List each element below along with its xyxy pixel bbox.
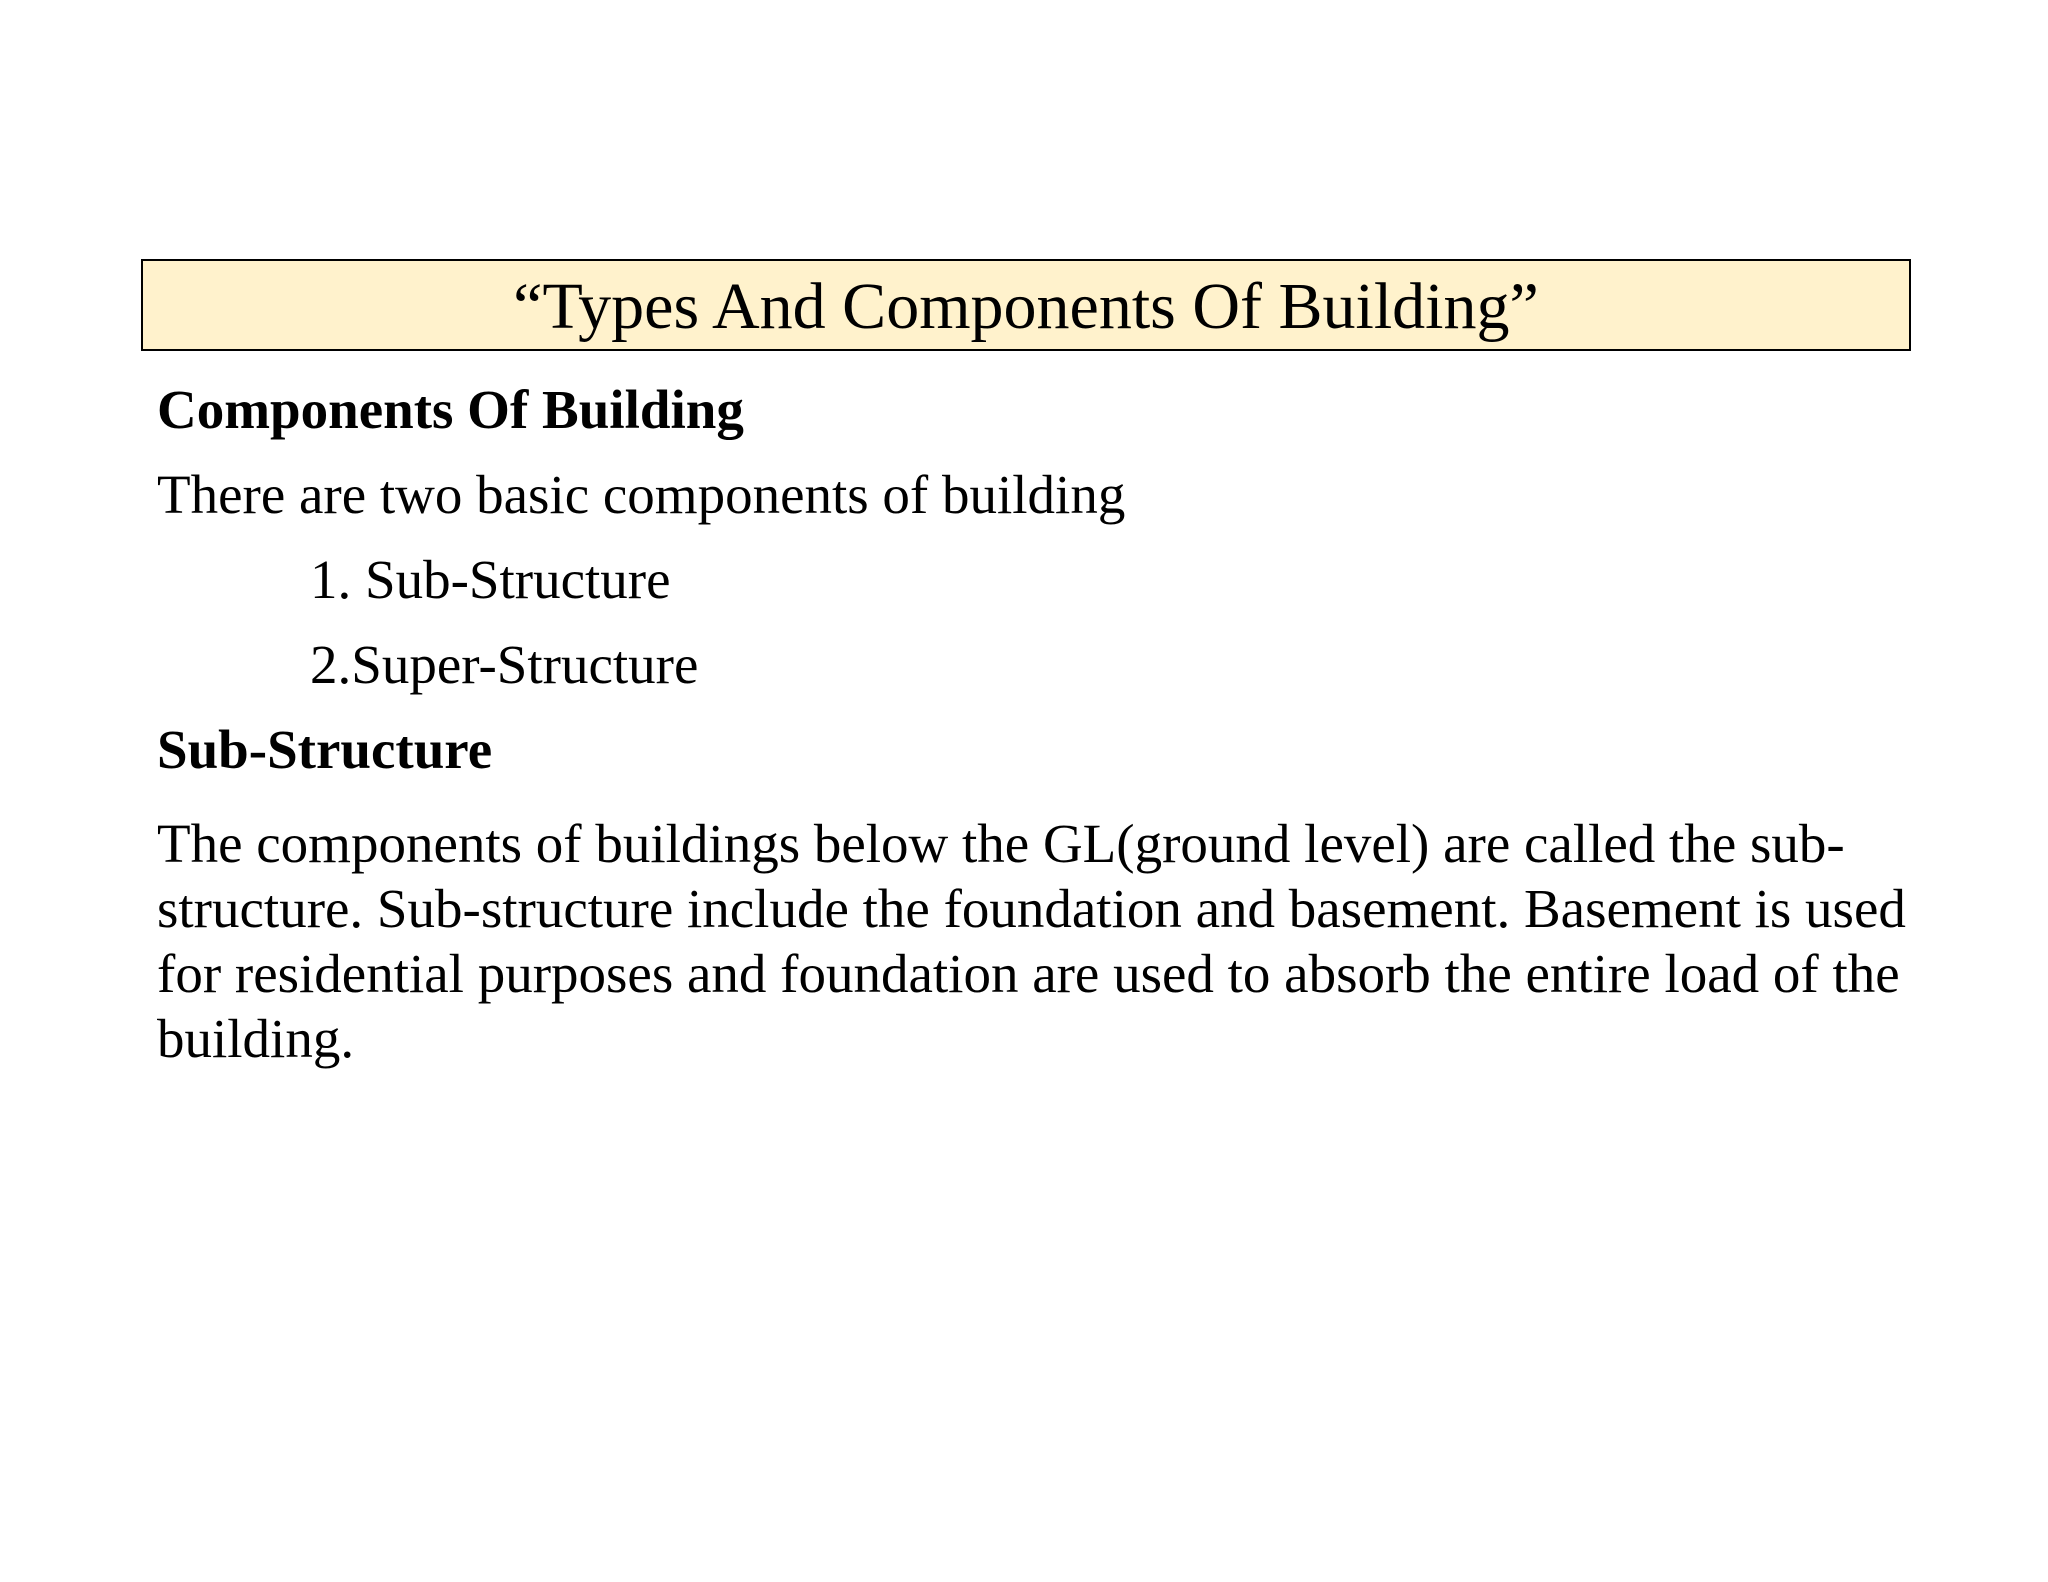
slide-title: “Types And Components Of Building” — [513, 270, 1539, 343]
intro-text: There are two basic components of building — [157, 464, 1126, 525]
slide-content — [157, 380, 1937, 1071]
section-heading-components: Components Of Building — [157, 379, 744, 440]
section-heading-sub-structure: Sub-Structure — [157, 719, 493, 780]
list-item-super-structure: 2.Super-Structure — [310, 634, 699, 695]
list-item-sub-structure: 1. Sub-Structure — [310, 549, 671, 610]
sub-structure-paragraph: The components of buildings below the GL(ground level) are called the sub-structure. Sub-structure include the foundation and basement. Basement is used for residential purposes and foundation are used to absorb the entire load of the building. — [157, 813, 1906, 1069]
title-box — [141, 259, 1911, 351]
